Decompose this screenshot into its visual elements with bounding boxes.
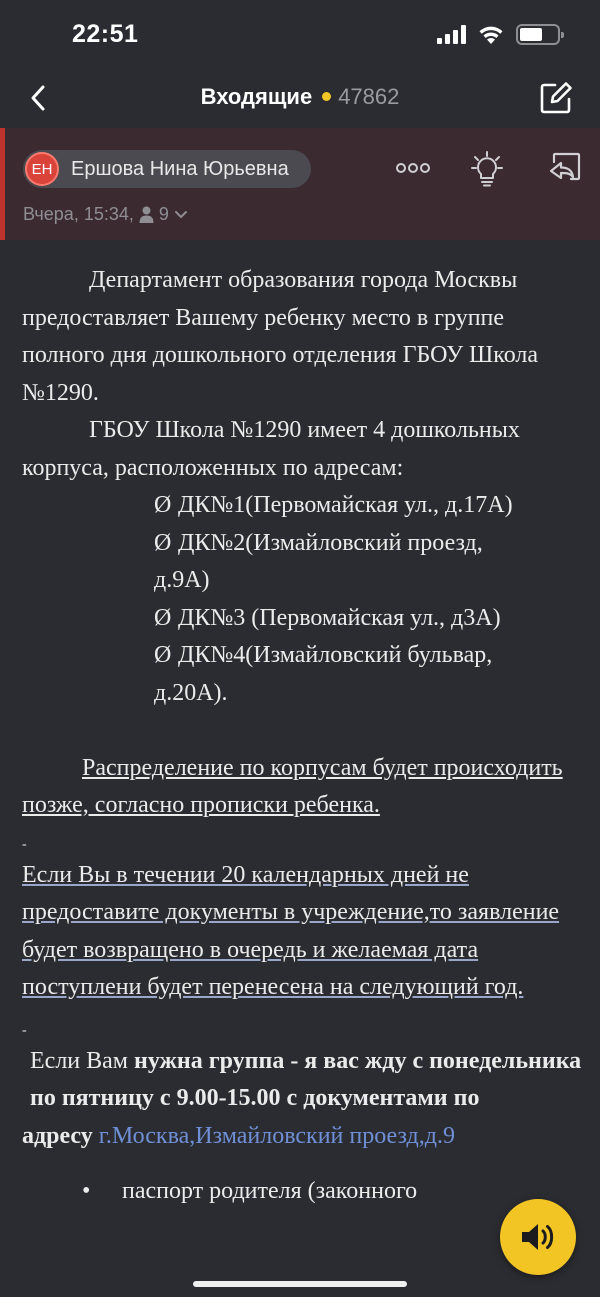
reply-icon <box>548 151 582 185</box>
documents-list-item <box>22 1173 582 1211</box>
message-body <box>22 262 582 1211</box>
building-item <box>22 487 582 525</box>
distribution-note: Распределение по корпусам будет происходить позже, согласно прописки ребенка. <box>22 754 563 818</box>
warning-note: Если Вы в течении 20 календарных дней не предоставите документы в учреждение,то заявление будет возвращено в очередь и желаемая дата поступлени будет перенесена на следующий год. <box>22 861 560 1000</box>
folder-name: Входящие <box>200 84 313 109</box>
sender-chip[interactable] <box>23 150 311 188</box>
nav-bar <box>0 70 600 128</box>
building-address: ДК№1(Первомайская ул., д.17А) <box>178 492 513 518</box>
home-indicator[interactable] <box>193 1281 407 1287</box>
sender-name: Ершова Нина Юрьевна <box>71 157 289 180</box>
read-aloud-button[interactable] <box>500 1199 576 1275</box>
more-button[interactable] <box>393 148 433 188</box>
message-header <box>0 128 600 240</box>
dash-separator: - <box>22 836 27 852</box>
bullet-icon: Ø <box>154 529 172 556</box>
status-bar <box>0 0 600 70</box>
reply-button[interactable] <box>545 148 585 188</box>
avatar: EH <box>25 152 59 186</box>
status-icons <box>437 24 560 45</box>
building-item <box>22 600 582 638</box>
chevron-down-icon <box>174 210 188 220</box>
bullet-icon: Ø <box>154 604 172 631</box>
message-meta[interactable] <box>23 204 188 225</box>
more-dots-icon <box>396 162 430 174</box>
smart-reply-button[interactable] <box>467 148 507 188</box>
cellular-signal-icon <box>437 25 466 44</box>
folder-title <box>0 84 600 110</box>
building-address: ДК№3 (Первомайская ул., д3А) <box>178 604 501 631</box>
bullet-icon: Ø <box>154 492 172 518</box>
schedule-lead: Если Вам <box>30 1047 128 1074</box>
compose-button[interactable] <box>536 78 576 118</box>
compose-icon <box>539 81 573 115</box>
unread-count: 47862 <box>338 84 400 109</box>
speaker-icon <box>519 1220 557 1254</box>
building-address: ДК№4(Измайловский бульвар, <box>178 642 493 668</box>
documents-item-text: паспорт родителя (законного <box>122 1178 418 1204</box>
person-icon <box>139 206 154 223</box>
unread-dot-icon <box>322 92 331 101</box>
spacer <box>22 712 582 750</box>
building-address-cont: д.9А) <box>154 567 210 593</box>
wifi-icon <box>478 25 504 45</box>
building-item <box>22 637 582 712</box>
body-paragraph-buildings: ГБОУ Школа №1290 имеет 4 дошкольных корпуса, расположенных по адресам: <box>22 417 520 481</box>
bullet-icon: Ø <box>154 642 172 668</box>
schedule-bold: нужна группа - я вас жду с понедельника по пятницу с 9.00-15.00 с документами по <box>30 1047 582 1111</box>
building-item <box>22 525 582 600</box>
status-time: 22:51 <box>72 20 139 48</box>
address-label: адресу <box>22 1122 93 1149</box>
address-line <box>22 1118 582 1156</box>
battery-icon <box>516 24 560 45</box>
dash-separator: - <box>22 1022 27 1038</box>
building-address-cont: д.20А). <box>154 679 228 706</box>
body-paragraph-intro: Департамент образования города Москвы предоставляет Вашему ребенку место в группе полного дня дошкольного отделения ГБОУ Школа №1290. <box>22 267 539 406</box>
message-date: Вчера, 15:34, <box>23 204 134 224</box>
bullet-icon: • <box>82 1178 91 1204</box>
lightbulb-icon <box>470 148 504 188</box>
building-address: ДК№2(Измайловский проезд, <box>178 529 483 556</box>
schedule-note <box>22 1043 582 1118</box>
address-link[interactable]: г.Москва,Измайловский проезд,д.9 <box>98 1122 455 1149</box>
recipients-count: 9 <box>158 204 169 224</box>
